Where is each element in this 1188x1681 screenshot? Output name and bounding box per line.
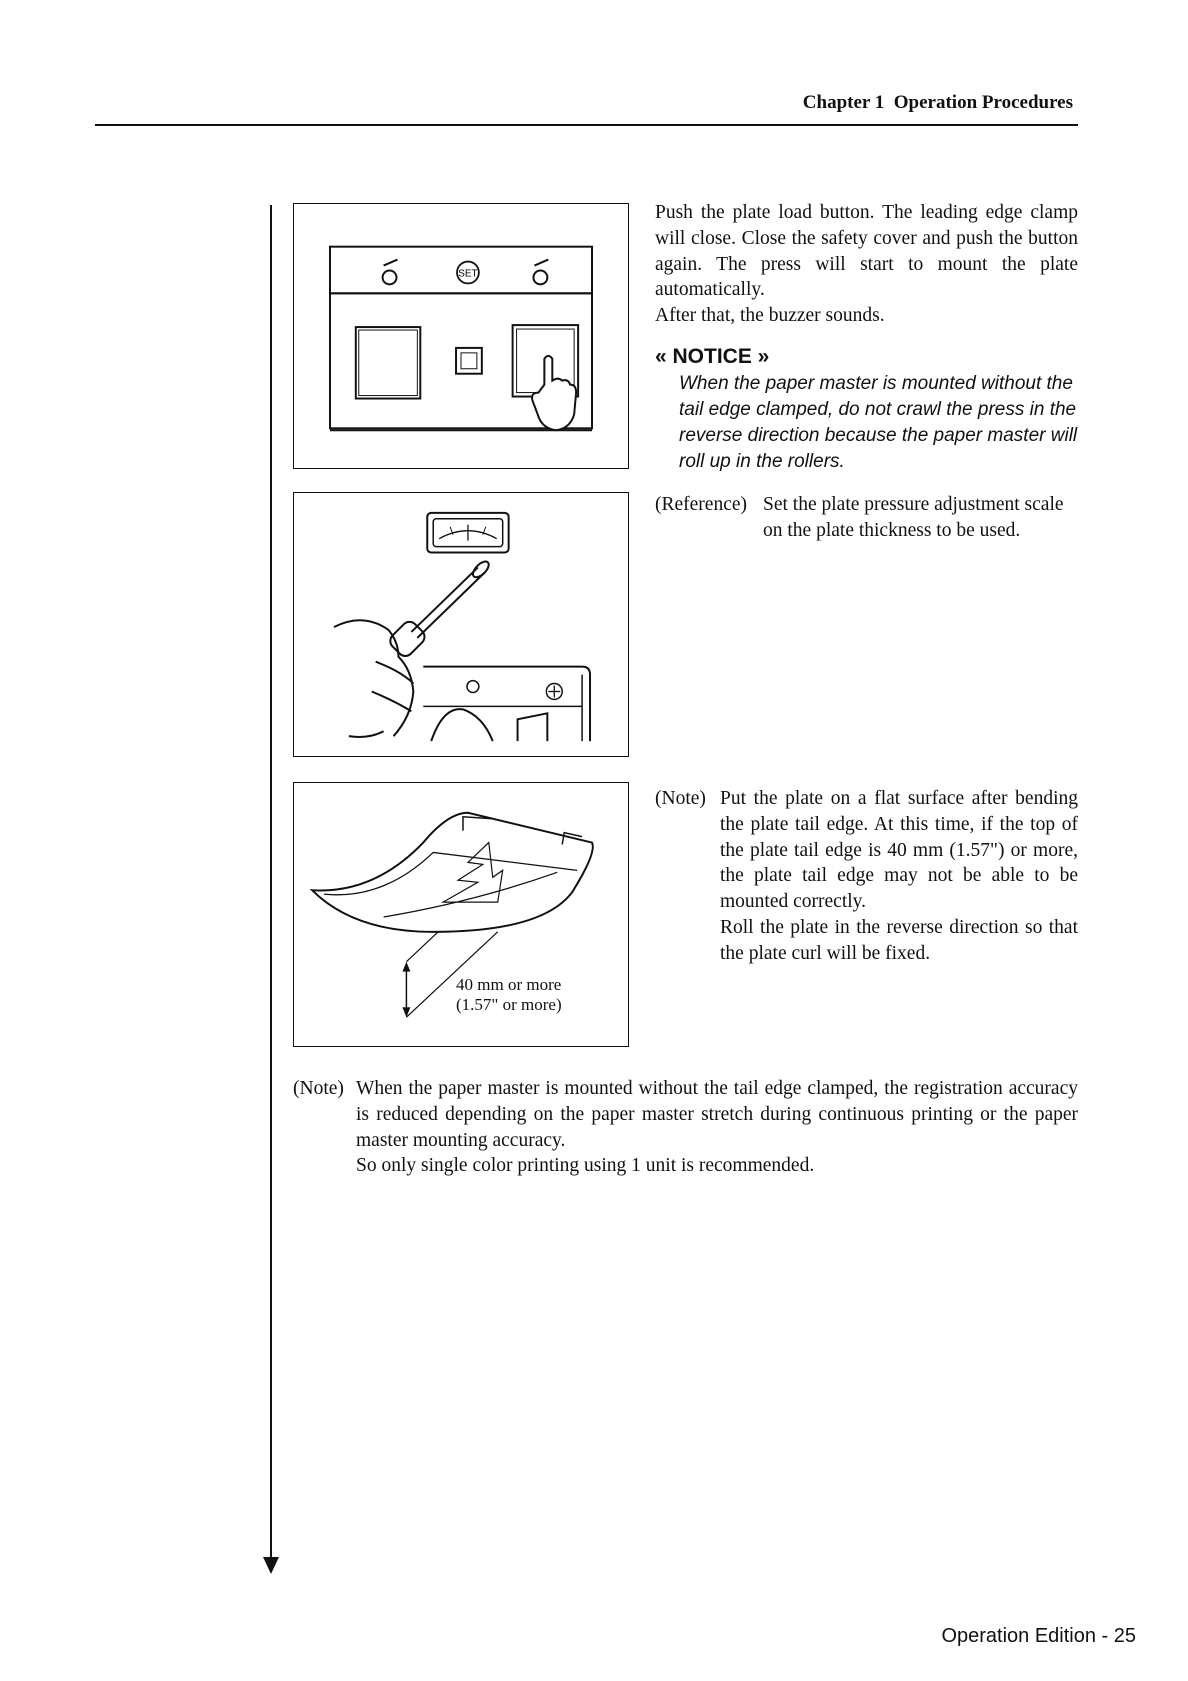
pressure-adjustment-illustration	[294, 493, 628, 756]
curl-measure-label	[456, 975, 562, 1015]
step-plate-load	[655, 200, 1078, 329]
figure-control-panel	[293, 203, 629, 469]
note-registration-paragraph1: When the paper master is mounted without the tail edge clamped, the registration accuracy is reduced depending on the paper master stretch during continuous printing or the paper master mounting accuracy.	[356, 1078, 1078, 1151]
reference-text: Set the plate pressure adjustment scale on the plate thickness to be used.	[763, 494, 1064, 541]
control-panel-illustration	[294, 204, 628, 468]
step-buzzer-paragraph: After that, the buzzer sounds.	[655, 305, 885, 327]
procedure-flow-line	[270, 205, 272, 1560]
flow-arrow-icon	[262, 1555, 280, 1575]
note-plate-curl-paragraph2: Roll the plate in the reverse direction so that the plate curl will be fixed.	[720, 916, 1078, 964]
note-registration-paragraph2: So only single color printing using 1 unit is recommended.	[356, 1155, 815, 1177]
notice-body: When the paper master is mounted without the tail edge clamped, do not crawl the press in the reverse direction because the paper master will roll up in the rollers.	[679, 373, 1078, 472]
note-plate-curl-label: (Note)	[655, 788, 706, 809]
reference-label: (Reference)	[655, 494, 748, 515]
note-plate-curl-paragraph1: Put the plate on a flat surface after bending the plate tail edge. At this time, if the top of the plate tail edge is 40 mm (1.57") or more, the plate tail edge may not be able to be mounted correctly.	[720, 788, 1078, 913]
curl-measure-inch: (1.57" or more)	[456, 995, 562, 1014]
notice-block	[655, 345, 1080, 475]
step-plate-load-paragraph: Push the plate load button. The leading edge clamp will close. Close the safety cover and push the button again. The press will start to mount the plate automatically.	[655, 202, 1078, 301]
figure-plate-curl	[293, 782, 629, 1047]
curl-measure-mm: 40 mm or more	[456, 975, 562, 994]
header-rule	[95, 124, 1078, 126]
page-footer: Operation Edition - 25	[941, 1625, 1136, 1647]
notice-title: « NOTICE »	[655, 345, 770, 368]
chapter-title: Operation Procedures	[893, 92, 1073, 113]
note-plate-curl	[655, 786, 1078, 967]
figure-pressure-adjustment	[293, 492, 629, 757]
chapter-number: Chapter 1	[802, 92, 885, 113]
page-header	[803, 92, 1073, 114]
note-registration-accuracy	[293, 1076, 1078, 1179]
note-registration-label: (Note)	[293, 1078, 344, 1099]
reference-block	[655, 492, 1080, 544]
set-symbol-label: SET	[458, 268, 478, 280]
